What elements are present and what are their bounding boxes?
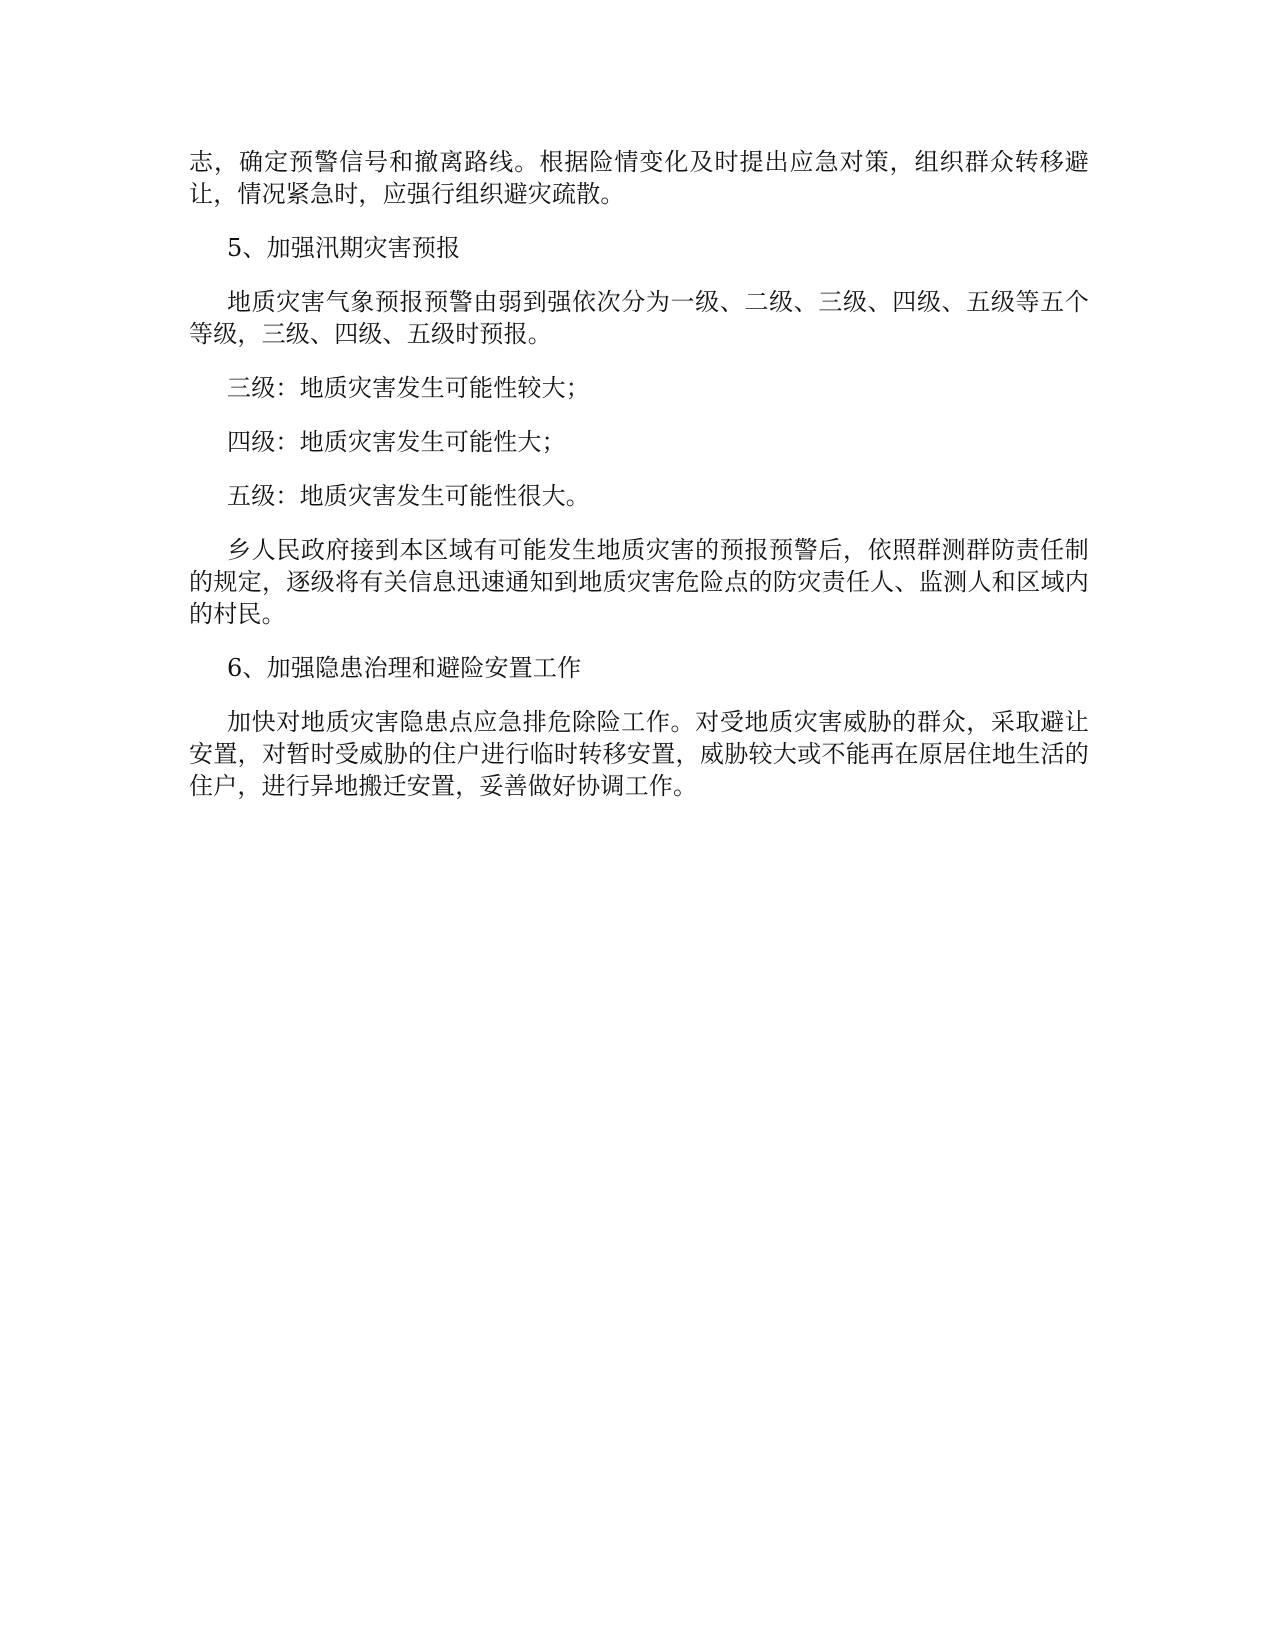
section-heading-6: 6、加强隐患治理和避险安置工作 [227, 654, 582, 682]
paragraph-notification: 乡人民政府接到本区域有可能发生地质灾害的预报预警后，依照群测群防责任制的规定，逐级将有关信息迅速通知到地质灾害危险点的防灾责任人、监测人和区域内的村民。 [189, 536, 1089, 628]
paragraph-warning-levels: 地质灾害气象预报预警由弱到强依次分为一级、二级、三级、四级、五级等五个等级，三级、四级、五级时预报。 [189, 288, 1089, 348]
level-three-item: 三级：地质灾害发生可能性较大； [227, 374, 590, 402]
document-page [189, 146, 1089, 824]
level-four-item: 四级：地质灾害发生可能性大； [227, 428, 566, 456]
paragraph-continuation: 志，确定预警信号和撤离路线。根据险情变化及时提出应急对策，组织群众转移避让，情况紧急时，应强行组织避灾疏散。 [189, 148, 1089, 208]
section-heading-5: 5、加强汛期灾害预报 [227, 234, 461, 262]
level-five-item: 五级：地质灾害发生可能性很大。 [227, 482, 590, 510]
paragraph-relocation: 加快对地质灾害隐患点应急排危除险工作。对受地质灾害威胁的群众，采取避让安置，对暂时受威胁的住户进行临时转移安置，威胁较大或不能再在原居住地生活的住户，进行异地搬迁安置，妥善做好协调工作。 [189, 708, 1089, 800]
